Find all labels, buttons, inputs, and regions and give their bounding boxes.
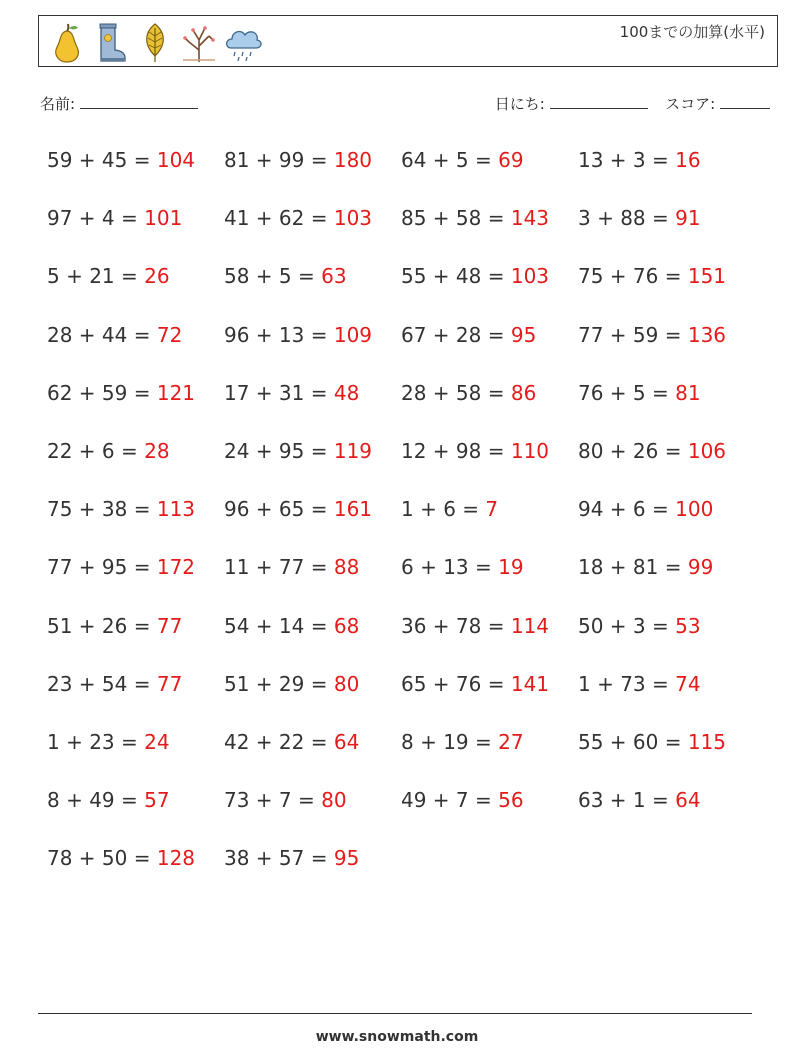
problem-question: 63 + 1 = (578, 788, 676, 813)
problem-item (401, 489, 578, 547)
problem-answer: 69 (498, 148, 524, 172)
problem-answer: 109 (333, 322, 373, 347)
problem-question: 59 + 45 = (47, 148, 157, 172)
problem-question: 17 + 31 = (224, 380, 334, 405)
problem-item (401, 140, 578, 198)
problem-question: 75 + 76 = (578, 264, 688, 289)
branch-icon (179, 20, 219, 64)
rain-cloud-icon (223, 20, 263, 64)
problem-item (578, 780, 755, 838)
problem-item (224, 489, 401, 547)
problem-item (224, 547, 401, 605)
problem-answer: 161 (333, 497, 373, 522)
problem-answer: 80 (321, 788, 347, 813)
problem-item (578, 431, 755, 489)
problem-item (224, 198, 401, 256)
problem-question: 6 + 13 = (401, 555, 499, 580)
problem-item (578, 606, 755, 664)
problem-question: 1 + 23 = (47, 729, 145, 754)
problem-item (224, 780, 401, 838)
problem-item (401, 780, 578, 838)
problem-item (47, 315, 224, 373)
problem-item (578, 489, 755, 547)
problem-item (47, 431, 224, 489)
pear-icon (47, 20, 87, 64)
worksheet-header (38, 15, 778, 67)
problem-item (401, 664, 578, 722)
problem-item (578, 373, 755, 431)
problem-question: 38 + 57 = (224, 846, 334, 871)
problem-answer: 68 (333, 613, 360, 638)
problem-answer: 101 (144, 206, 183, 231)
problem-question: 76 + 5 = (578, 380, 676, 405)
problem-question: 1 + 73 = (578, 671, 676, 696)
problem-item (401, 722, 578, 780)
problem-item (401, 198, 578, 256)
problem-question: 94 + 6 = (578, 497, 676, 522)
problem-item (47, 373, 224, 431)
problem-answer: 119 (333, 438, 373, 463)
problem-answer: 19 (498, 555, 524, 580)
problem-answer: 95 (510, 322, 537, 347)
problem-answer: 64 (675, 788, 701, 813)
problem-question: 78 + 50 = (47, 846, 157, 871)
problem-question: 81 + 99 = (224, 148, 334, 172)
problem-answer: 88 (333, 555, 360, 580)
problem-answer: 114 (510, 613, 550, 638)
problem-item (47, 780, 224, 838)
problem-item (578, 547, 755, 605)
problem-question: 50 + 3 = (578, 613, 676, 638)
problem-item (224, 315, 401, 373)
problem-question: 42 + 22 = (224, 729, 334, 754)
problem-question: 28 + 44 = (47, 322, 157, 347)
problem-answer: 143 (510, 206, 550, 231)
problem-question: 85 + 58 = (401, 206, 511, 231)
score-label: スコア: (665, 95, 716, 113)
problem-item (224, 664, 401, 722)
problem-answer: 77 (156, 613, 183, 638)
problem-answer: 48 (333, 380, 360, 405)
problem-question: 54 + 14 = (224, 613, 334, 638)
problem-answer: 180 (333, 148, 373, 172)
problem-answer: 72 (156, 322, 183, 347)
problem-item (47, 547, 224, 605)
problem-item (578, 722, 755, 780)
problem-question: 8 + 49 = (47, 788, 145, 813)
date-label: 日にち: (494, 95, 545, 113)
footer-url: www.snowmath.com (315, 1029, 479, 1045)
problem-question: 1 + 6 = (401, 497, 486, 522)
problem-answer: 91 (675, 206, 701, 231)
problem-question: 62 + 59 = (47, 380, 157, 405)
problem-question: 51 + 26 = (47, 613, 157, 638)
problem-question: 96 + 65 = (224, 497, 334, 522)
problem-question: 77 + 95 = (47, 555, 157, 580)
student-info-row (40, 93, 770, 115)
problem-question: 77 + 59 = (578, 322, 688, 347)
date-blank[interactable] (550, 93, 648, 109)
problem-answer: 103 (510, 264, 550, 289)
problem-item (401, 373, 578, 431)
problem-answer: 53 (675, 613, 701, 638)
problem-item (224, 606, 401, 664)
problem-answer: 141 (510, 671, 550, 696)
date-score-fields (495, 93, 770, 114)
problem-item (578, 198, 755, 256)
problem-answer: 104 (156, 148, 196, 172)
name-field (40, 93, 198, 114)
problem-question: 73 + 7 = (224, 788, 322, 813)
problem-answer: 28 (144, 438, 170, 463)
worksheet-title: 100までの加算(水平) (619, 23, 765, 41)
problem-item (578, 315, 755, 373)
name-label: 名前: (40, 95, 76, 113)
problem-question: 67 + 28 = (401, 322, 511, 347)
problem-answer: 115 (687, 729, 727, 754)
problem-question: 12 + 98 = (401, 438, 511, 463)
problem-question: 64 + 5 = (401, 148, 499, 172)
problem-answer: 136 (687, 322, 727, 347)
problem-answer: 95 (333, 846, 360, 871)
problem-question: 36 + 78 = (401, 613, 511, 638)
problem-question: 13 + 3 = (578, 148, 676, 172)
problem-answer: 24 (144, 729, 170, 754)
problem-item (47, 664, 224, 722)
problem-answer: 99 (687, 555, 714, 580)
problem-question: 55 + 48 = (401, 264, 511, 289)
problem-item (224, 140, 401, 198)
problem-answer: 7 (485, 497, 499, 522)
problem-answer: 64 (333, 729, 360, 754)
problem-question: 96 + 13 = (224, 322, 334, 347)
problem-item (47, 256, 224, 314)
problem-item (401, 606, 578, 664)
problem-item (401, 547, 578, 605)
problem-question: 3 + 88 = (578, 206, 676, 231)
problem-item (47, 140, 224, 198)
name-blank[interactable] (80, 93, 198, 109)
problem-question: 80 + 26 = (578, 438, 688, 463)
problem-question: 22 + 6 = (47, 438, 145, 463)
problem-item (224, 373, 401, 431)
problem-question: 51 + 29 = (224, 671, 334, 696)
problem-item (578, 140, 755, 198)
problem-question: 75 + 38 = (47, 497, 157, 522)
problem-item (401, 256, 578, 314)
problem-answer: 57 (144, 788, 170, 813)
problem-answer: 27 (498, 729, 524, 754)
problem-answer: 100 (675, 497, 714, 522)
problem-question: 11 + 77 = (224, 555, 334, 580)
problem-answer: 151 (687, 264, 727, 289)
problem-question: 23 + 54 = (47, 671, 157, 696)
leaf-icon (135, 20, 175, 64)
problem-answer: 121 (156, 380, 196, 405)
problem-answer: 113 (156, 497, 196, 522)
problem-item (578, 664, 755, 722)
problem-answer: 172 (156, 555, 196, 580)
problem-question: 24 + 95 = (224, 438, 334, 463)
problem-question: 28 + 58 = (401, 380, 511, 405)
problem-answer: 81 (675, 380, 701, 405)
problem-question: 49 + 7 = (401, 788, 499, 813)
problem-answer: 80 (333, 671, 360, 696)
problem-question: 18 + 81 = (578, 555, 688, 580)
problem-answer: 86 (510, 380, 537, 405)
problem-answer: 63 (321, 264, 347, 289)
problem-question: 8 + 19 = (401, 729, 499, 754)
problem-item (224, 722, 401, 780)
score-blank[interactable] (720, 93, 770, 109)
problem-answer: 103 (333, 206, 373, 231)
boot-icon (91, 20, 131, 64)
problem-item (224, 256, 401, 314)
problem-answer: 110 (510, 438, 550, 463)
header-icons (47, 20, 263, 64)
problem-answer: 77 (156, 671, 183, 696)
problem-answer: 74 (675, 671, 701, 696)
problem-answer: 128 (156, 846, 196, 871)
problem-item (224, 838, 401, 896)
problem-item (578, 256, 755, 314)
problem-item (47, 489, 224, 547)
problem-question: 5 + 21 = (47, 264, 145, 289)
problem-item (47, 198, 224, 256)
problem-question: 55 + 60 = (578, 729, 688, 754)
problem-item (47, 606, 224, 664)
problem-answer: 16 (675, 148, 701, 172)
problem-question: 97 + 4 = (47, 206, 145, 231)
footer-divider (38, 1013, 752, 1014)
problem-answer: 106 (687, 438, 727, 463)
problem-item (47, 838, 224, 896)
problem-item (47, 722, 224, 780)
problem-question: 41 + 62 = (224, 206, 334, 231)
problem-answer: 26 (144, 264, 170, 289)
problem-question: 65 + 76 = (401, 671, 511, 696)
problem-item (401, 431, 578, 489)
problem-item (401, 315, 578, 373)
problem-answer: 56 (498, 788, 524, 813)
problem-question: 58 + 5 = (224, 264, 322, 289)
problem-item (224, 431, 401, 489)
problem-grid (47, 140, 767, 896)
